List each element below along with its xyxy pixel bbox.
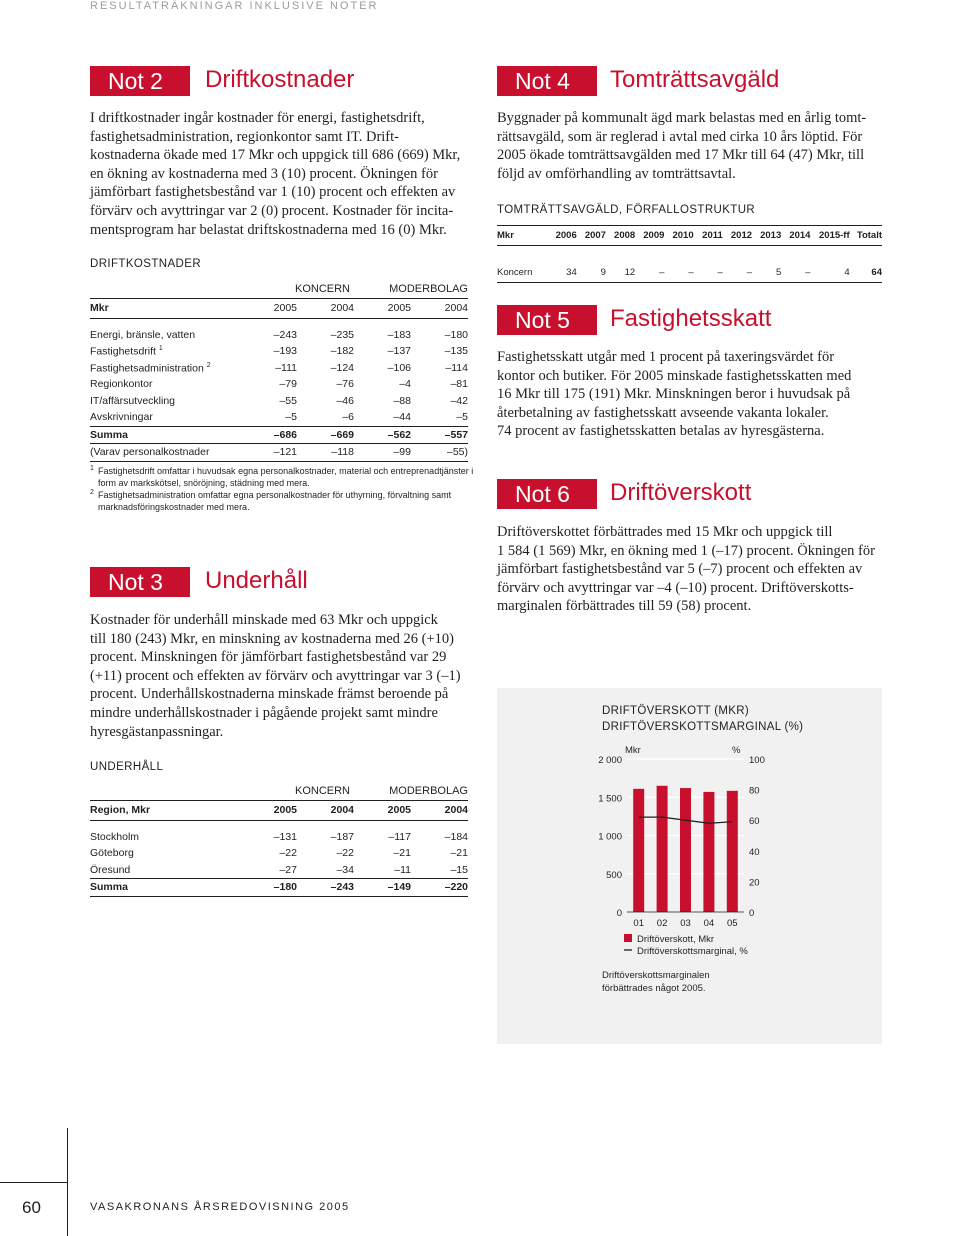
sum-value: –149 [387,881,411,894]
row-value: –183 [387,328,411,341]
row-value: 34 [566,266,577,278]
row-label: Fastighetsadministration $^2$ [90,361,211,374]
row-value: 9 [600,266,606,278]
footnote [90,465,485,489]
right-tick-label: 100 [749,755,765,766]
year-col: 2004 [297,298,354,318]
row-value: 64 [871,266,882,278]
driftkostnader-table [90,281,468,462]
footnotes [90,465,485,513]
footer-rule-vertical [67,1128,68,1236]
note-6-title: Driftöverskott [610,479,752,506]
column-header: 2006 [555,230,577,241]
group-koncern: KONCERN [294,283,350,296]
footnote-number: 1 [90,465,94,472]
row-value: –22 [279,847,297,860]
sum-value: –669 [330,428,354,441]
column-header: 2013 [760,230,782,241]
underhall-table [90,783,468,897]
row-value: –106 [387,361,411,374]
row-value: –21 [393,847,411,860]
body-line: till 180 (243) Mkr, en minskning av kostnaderna med 26 (+10) [90,630,454,647]
row-label: Koncern [497,266,533,278]
note-3-label: Not 3 [90,567,190,597]
sum-label: Summa [90,428,128,441]
left-tick-label: 500 [606,869,622,881]
underhall-table-title: UNDERHÅLL [90,761,164,773]
note-4-body [497,109,887,183]
x-tick-label: 04 [703,918,715,929]
note-2-title: Driftkostnader [205,66,355,93]
row-value: – [717,266,723,278]
note-5-body [497,348,887,441]
sum-value: –243 [330,881,354,894]
body-line: återbetalning av fastighetsskatt avseende vakanta lokaler. [497,404,829,421]
legend-label: Driftöverskottsmarginal, % [637,946,748,957]
publication-title: VASAKRONANS ÅRSREDOVISNING 2005 [90,1201,350,1213]
body-line: I driftkostnader ingår kostnader för energi, fastighetsdrift, [90,110,425,126]
year-col: 2005 [354,298,411,318]
body-line: 1 584 (1 569) Mkr, en ökning med 1 (–17) procent. Ökningen för [497,542,875,559]
row-value: –135 [444,345,468,358]
table-row [90,376,468,393]
year-col: 2004 [411,298,468,318]
body-line: kontor och butiker. För 2005 minskade fastighetsskatten med [497,367,852,384]
row-value: –21 [450,847,468,860]
left-tick-label: 0 [616,908,622,919]
table-row [90,393,468,410]
tomtratt-table [497,225,882,283]
footnote-line: marknadsföringskostnader med mera. [98,502,250,512]
x-tick-label: 01 [633,918,644,929]
row-value: –6 [342,411,354,424]
footnote-marker: 1 [158,345,163,352]
row-value: –131 [273,830,297,843]
body-line: procent. Minskningen för jämförbart fastighetsbestånd var 29 [90,649,447,666]
chart-caption-line: Driftöverskottsmarginalen [602,970,710,981]
body-line: följd av omförhandling av tomträttsavtal. [497,165,736,182]
year-col: 2004 [411,800,468,820]
row-value: –182 [330,345,354,358]
row-value: – [688,266,694,278]
right-tick-label: 60 [749,816,760,828]
body-line: Fastighetsskatt utgår med 1 procent på taxeringsvärdet för [497,349,835,365]
x-tick-label: 05 [727,918,738,929]
year-col: 2005 [240,800,297,820]
page-number: 60 [22,1198,41,1217]
personnel-label: (Varav personalkostnader [90,446,210,459]
year-col: 2005 [240,298,297,318]
row-value: – [659,266,665,278]
table-row [90,409,468,426]
row-value: –5 [456,411,468,424]
row-value: –88 [393,394,411,407]
x-tick-label: 03 [680,918,691,929]
column-header: 2011 [702,230,723,241]
row-value: –15 [450,863,468,876]
row-value: –44 [393,411,411,424]
footnote-marker: 2 [206,361,211,369]
note-5-label: Not 5 [497,305,597,335]
body-line: mentsprogram har belastat driftskostnaderna med 16 (0) Mkr. [90,221,447,238]
sum-value: –686 [273,428,297,441]
row-value: –180 [444,328,468,341]
note-5-title: Fastighetsskatt [610,305,772,332]
footnote-number: 2 [90,489,94,496]
row-value: –81 [450,378,468,391]
note-4-title: Tomträttsavgäld [610,66,780,93]
personnel-value: –99 [393,446,411,459]
body-line: marginalen förbättrades till 59 (58) procent. [497,598,752,615]
row-label: Avskrivningar [90,411,153,424]
running-header: RESULTATRÄKNINGAR INKLUSIVE NOTER [90,0,379,12]
table-row [90,327,468,344]
bar [680,788,691,912]
sum-value: –220 [444,881,468,894]
group-koncern: KONCERN [294,785,350,798]
note-6-label: Not 6 [497,479,597,509]
column-header: Mkr [497,230,514,241]
row-value: – [746,266,753,278]
table-row [90,829,468,846]
body-line: en ökning av kostnaderna med 3 (10) procent. Ökningen för [90,165,438,182]
body-line: (+11) procent och effekten av förvärv och avyttringar var 3 (–1) [90,667,461,684]
note-4-label: Not 4 [497,66,597,96]
bar [633,789,644,912]
row-value: – [805,266,811,278]
row-value: –42 [450,394,468,407]
table-row [90,845,468,862]
right-tick-label: 20 [749,877,760,889]
body-line: Kostnader för underhåll minskade med 63 Mkr och uppgick [90,612,438,628]
table-row [90,862,468,879]
body-line: hyresgästanpassningar. [90,723,224,740]
body-line: mindre underhållskostnader i pågående projekt samt mindre [90,704,438,721]
row-value: –193 [273,345,297,358]
chart-title-line: DRIFTÖVERSKOTTSMARGINAL (%) [602,721,804,733]
legend-swatch-bar [624,934,632,942]
group-moderbolag: MODERBOLAG [389,283,468,296]
body-line: kostnaderna ökade med 17 Mkr och uppgick till 686 (669) Mkr, [90,147,461,164]
personnel-value: –55) [446,446,468,459]
body-line: procent. Underhållskostnaderna minskade främst beroende på [90,686,449,703]
footnote-line: Fastighetsdrift omfattar i huvudsak egna personalkostnader, material och entreprenadtjänster i [98,466,474,476]
column-header: 2012 [730,230,753,241]
sum-value: –562 [387,428,411,441]
row-value: –5 [285,411,297,424]
footer-rule-horizontal [0,1182,67,1183]
row-label: Öresund [90,863,131,876]
footnote [90,489,485,513]
column-header: 2008 [614,230,636,241]
sum-value: –557 [444,428,468,441]
column-header: 2014 [789,230,811,241]
body-line: 74 procent av fastighetsskatten betalas av hyresgästerna. [497,423,825,440]
chart-title-line: DRIFTÖVERSKOTT (MKR) [602,705,749,717]
bar [703,792,714,912]
body-line: jämförbart fastighetsbestånd var 5 (–7) procent och effekten av [497,561,863,578]
year-col: 2005 [354,800,411,820]
body-line: 16 Mkr till 175 (191) Mkr. Minskningen beror i huvudsak på [497,386,851,403]
row-label: Göteborg [90,847,134,860]
row-label: Energi, bränsle, vatten [90,328,196,341]
table-row [90,343,468,360]
row-value: –46 [336,394,354,407]
table-row [90,360,468,377]
row-label: Regionkontor [90,378,153,391]
body-line: förvärv och avyttringar var –4 (–10) procent. Driftöverskotts- [497,579,854,596]
legend-label: Driftöverskott, Mkr [637,934,715,945]
row-value: –137 [387,345,411,358]
column-header: 2010 [672,230,694,241]
footnote-line: Fastighetsadministration omfattar egna personalkostnader för uthyrning, förvaltning samt [98,490,452,500]
sum-value: –180 [273,881,297,894]
driftkostnader-table-title: DRIFTKOSTNADER [90,258,202,270]
sum-label: Summa [90,881,128,894]
column-header: Totalt [856,230,882,241]
tomtratt-table-title: TOMTRÄTTSAVGÄLD, FÖRFALLOSTRUKTUR [497,204,756,216]
body-line: fastighetsadministration, regionkontor samt IT. Drift- [90,128,399,145]
left-tick-label: 2 000 [598,755,622,766]
row-value: –114 [445,361,468,374]
row-value: –235 [330,328,354,341]
row-value: –27 [279,863,297,876]
row-label: Fastighetsdrift $^1$ [90,345,163,358]
row-value: –111 [275,361,297,374]
note-3-body [90,611,480,741]
col-unit: Region, Mkr [90,800,240,820]
row-value: –76 [336,378,354,391]
right-tick-label: 0 [749,908,755,919]
left-tick-label: 1 500 [598,793,622,805]
row-label: Stockholm [90,830,140,843]
row-value: 4 [844,266,850,278]
body-line: jämförbart fastighetsbestånd var 1 (10) procent och effekten av [90,184,456,201]
row-value: –22 [336,847,354,860]
body-line: 2005 ökade tomträttsavgälden med 17 Mkr till 64 (47) Mkr, till [497,147,865,164]
row-value: –34 [336,863,354,876]
note-2-body [90,109,480,239]
note-6-body [497,523,887,616]
footnote-line: form av markskötsel, snöröjning, städning med mera. [98,478,310,488]
right-axis-unit: % [732,745,741,756]
x-tick-label: 02 [656,918,668,929]
left-tick-label: 1 000 [598,831,622,843]
row-value: –117 [388,830,411,843]
body-line: rättsavgäld, som är reglerad i avtal med cirka 10 års löptid. För [497,128,863,145]
col-unit: Mkr [90,298,240,318]
row-value: –187 [330,830,354,843]
bar [727,791,738,912]
row-label: IT/affärsutveckling [90,394,176,407]
row-value: –184 [444,830,468,843]
note-2-label: Not 2 [90,66,190,96]
year-col: 2004 [297,800,354,820]
row-value: –79 [279,378,297,391]
body-line: Driftöverskottet förbättrades med 15 Mkr och uppgick till [497,524,833,540]
row-value: 5 [775,266,782,278]
chart-caption-line: förbättrades något 2005. [602,982,706,994]
row-value: –124 [330,361,354,374]
note-3-title: Underhåll [205,567,308,594]
row-value: –4 [399,378,411,391]
left-axis-unit: Mkr [625,745,641,756]
right-tick-label: 80 [749,785,760,797]
bar [657,786,668,912]
row-value: –11 [394,863,411,876]
row-value: 12 [624,266,636,278]
personnel-value: –121 [273,446,297,459]
body-line: förvärv och avyttringar var 2 (0) procent. Kostnader för incita- [90,202,454,219]
group-moderbolag: MODERBOLAG [389,785,468,798]
row-value: –243 [273,328,297,341]
column-header: 2015-ff [819,230,850,241]
column-header: 2007 [584,230,606,241]
personnel-value: –118 [331,446,354,459]
row-value: –55 [279,394,297,407]
column-header: 2009 [643,230,665,241]
chart-caption [602,970,710,995]
right-tick-label: 40 [749,846,760,858]
body-line: Byggnader på kommunalt ägd mark belastas med en årlig tomt- [497,110,867,126]
